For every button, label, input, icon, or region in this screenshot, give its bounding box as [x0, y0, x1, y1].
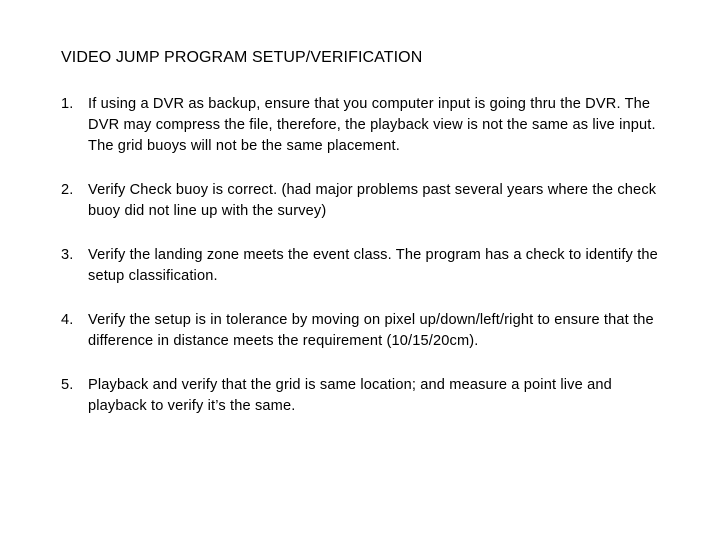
list-item-2	[61, 180, 661, 222]
list-item-text: Verify the landing zone meets the event class. The program has a check to identify the setup classification.	[88, 247, 658, 284]
list-item-text: Verify Check buoy is correct. (had major problems past several years where the check buoy did not line up with the survey)	[88, 182, 657, 219]
list-item-text: Playback and verify that the grid is same location; and measure a point live and playback to verify it’s the same.	[88, 377, 612, 414]
list-item-number: 2.	[61, 182, 74, 198]
steps-list	[61, 94, 661, 417]
list-item-number: 4.	[61, 312, 74, 328]
list-item-number: 5.	[61, 377, 74, 393]
list-item-5	[61, 375, 661, 417]
list-item-1	[61, 94, 661, 157]
list-item-text: If using a DVR as backup, ensure that you computer input is going thru the DVR. The DVR may compress the file, therefore, the playback view is not the same as live input. The grid buoys will not be the same placement.	[88, 96, 656, 154]
list-item-text: Verify the setup is in tolerance by moving on pixel up/down/left/right to ensure that the difference in distance meets the requirement (10/15/20cm).	[88, 312, 654, 349]
list-item-number: 3.	[61, 247, 74, 263]
list-item-number: 1.	[61, 96, 74, 112]
page-title: VIDEO JUMP PROGRAM SETUP/VERIFICATION	[61, 49, 423, 66]
list-item-3	[61, 245, 661, 287]
list-item-4	[61, 310, 661, 352]
